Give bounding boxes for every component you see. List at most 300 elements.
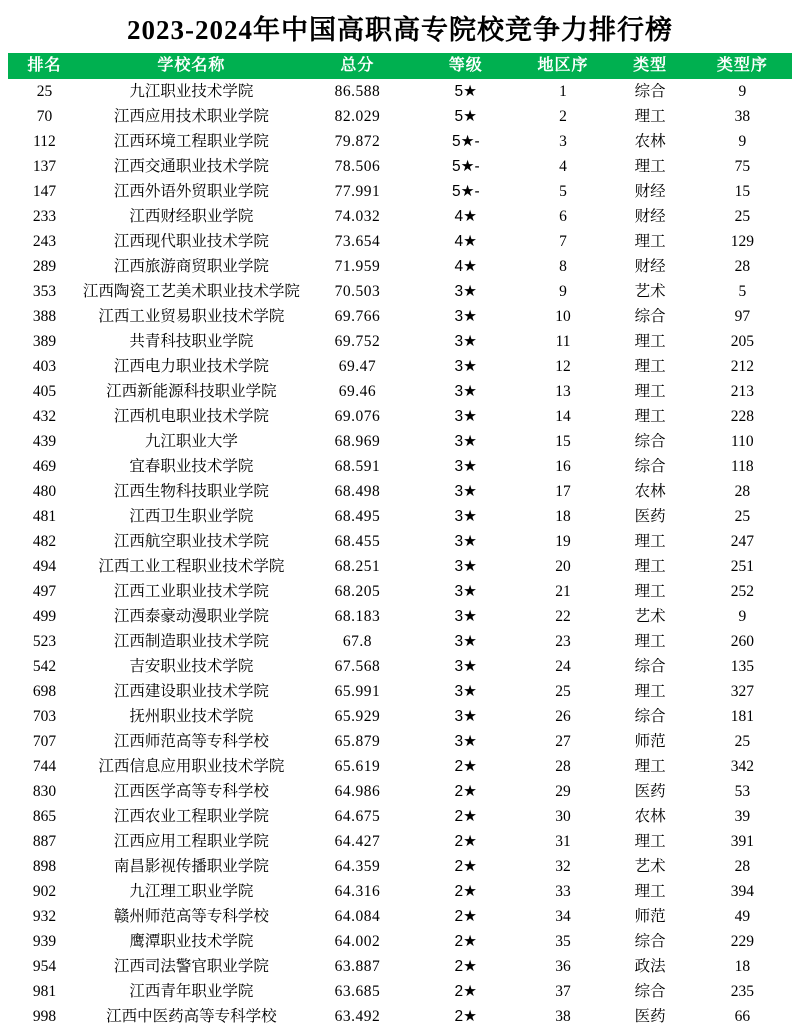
cell-school-name: 江西工业职业技术学院 (113, 583, 269, 600)
cell-rank: 289 (32, 258, 57, 275)
cell-type: 理工 (634, 408, 666, 425)
cell-region-order: 19 (555, 533, 571, 550)
cell-region-order: 5 (559, 183, 567, 200)
cell-type-order: 260 (730, 633, 754, 650)
cell-type: 理工 (634, 558, 666, 575)
cell-grade: 3★ (454, 583, 478, 600)
cell-grade: 2★ (454, 958, 478, 975)
cell-score: 64.986 (334, 783, 381, 800)
table-row (8, 904, 792, 929)
cell-type: 医药 (634, 508, 666, 525)
cell-rank: 932 (32, 908, 57, 925)
cell-type: 财经 (634, 258, 666, 275)
column-header-rank: 排名 (8, 53, 81, 79)
cell-region-order: 10 (555, 308, 571, 325)
cell-score: 68.591 (334, 458, 381, 475)
cell-school-name: 江西陶瓷工艺美术职业技术学院 (82, 283, 300, 300)
cell-school-name: 江西新能源科技职业学院 (106, 383, 277, 400)
cell-rank: 494 (32, 558, 57, 575)
cell-score: 78.506 (334, 158, 381, 175)
cell-school-name: 江西师范高等专科学校 (113, 733, 269, 750)
cell-type: 师范 (634, 908, 666, 925)
cell-region-order: 37 (555, 983, 571, 1000)
table-row (8, 454, 792, 479)
cell-type-order: 28 (734, 483, 751, 500)
cell-grade: 3★ (454, 608, 478, 625)
column-header-region: 地区序 (518, 53, 607, 79)
table-row (8, 254, 792, 279)
cell-school-name: 九江理工职业学院 (129, 883, 254, 900)
table-row (8, 179, 792, 204)
cell-rank: 147 (32, 183, 57, 200)
cell-score: 65.991 (334, 683, 381, 700)
cell-region-order: 3 (559, 133, 567, 150)
cell-rank: 469 (32, 458, 57, 475)
cell-grade: 3★ (454, 733, 478, 750)
cell-grade: 3★ (454, 483, 478, 500)
cell-type-order: 75 (734, 158, 751, 175)
cell-rank: 480 (32, 483, 57, 500)
cell-type-order: 66 (734, 1008, 751, 1025)
cell-region-order: 27 (555, 733, 571, 750)
cell-score: 69.766 (334, 308, 381, 325)
cell-grade: 3★ (454, 508, 478, 525)
table-header-row (8, 53, 792, 79)
cell-rank: 388 (32, 308, 57, 325)
cell-type: 综合 (634, 983, 666, 1000)
cell-type: 理工 (634, 158, 666, 175)
cell-rank: 499 (32, 608, 57, 625)
cell-type: 农林 (634, 808, 666, 825)
cell-type: 理工 (634, 758, 666, 775)
cell-school-name: 江西应用技术职业学院 (113, 108, 269, 125)
cell-type-order: 53 (734, 783, 751, 800)
cell-region-order: 11 (555, 333, 571, 350)
cell-type: 综合 (634, 308, 666, 325)
cell-rank: 954 (32, 958, 57, 975)
cell-type: 理工 (634, 833, 666, 850)
cell-score: 67.8 (342, 633, 372, 650)
cell-score: 68.498 (334, 483, 381, 500)
cell-score: 71.959 (334, 258, 381, 275)
cell-region-order: 2 (559, 108, 567, 125)
cell-score: 65.879 (334, 733, 381, 750)
table-row (8, 879, 792, 904)
cell-school-name: 江西交通职业技术学院 (113, 158, 269, 175)
table-row (8, 604, 792, 629)
cell-type-order: 97 (734, 308, 751, 325)
cell-grade: 5★- (451, 183, 480, 200)
cell-grade: 3★ (454, 458, 478, 475)
cell-type: 理工 (634, 108, 666, 125)
cell-score: 68.251 (334, 558, 381, 575)
cell-school-name: 江西现代职业技术学院 (113, 233, 269, 250)
cell-type-order: 25 (734, 508, 751, 525)
cell-grade: 4★ (454, 208, 478, 225)
cell-type-order: 5 (738, 283, 747, 300)
column-header-type: 类型 (608, 53, 693, 79)
cell-type-order: 213 (730, 383, 754, 400)
table-row (8, 579, 792, 604)
cell-school-name: 鹰潭职业技术学院 (129, 933, 254, 950)
cell-school-name: 江西农业工程职业学院 (113, 808, 269, 825)
table-body (8, 79, 792, 1029)
cell-region-order: 34 (555, 908, 571, 925)
cell-type: 农林 (634, 133, 666, 150)
cell-type-order: 235 (730, 983, 754, 1000)
cell-school-name: 江西应用工程职业学院 (113, 833, 269, 850)
cell-region-order: 14 (555, 408, 571, 425)
cell-region-order: 13 (555, 383, 571, 400)
cell-score: 64.427 (334, 833, 381, 850)
cell-score: 67.568 (334, 658, 381, 675)
table-row (8, 229, 792, 254)
cell-grade: 3★ (454, 533, 478, 550)
column-header-grade: 等级 (413, 53, 518, 79)
cell-type-order: 110 (730, 433, 754, 450)
cell-region-order: 7 (559, 233, 567, 250)
cell-region-order: 15 (555, 433, 571, 450)
cell-score: 63.887 (334, 958, 381, 975)
cell-type-order: 28 (734, 858, 751, 875)
cell-grade: 3★ (454, 633, 478, 650)
table-row (8, 954, 792, 979)
cell-rank: 981 (32, 983, 57, 1000)
cell-rank: 830 (32, 783, 57, 800)
cell-grade: 2★ (454, 933, 478, 950)
cell-rank: 902 (32, 883, 57, 900)
cell-score: 86.588 (334, 83, 381, 100)
cell-region-order: 12 (555, 358, 571, 375)
cell-grade: 4★ (454, 258, 478, 275)
cell-rank: 707 (32, 733, 57, 750)
cell-rank: 389 (32, 333, 57, 350)
cell-region-order: 26 (555, 708, 571, 725)
cell-school-name: 赣州师范高等专科学校 (113, 908, 269, 925)
cell-region-order: 38 (555, 1008, 571, 1025)
cell-region-order: 23 (555, 633, 571, 650)
cell-type-order: 49 (734, 908, 751, 925)
table-row (8, 79, 792, 104)
cell-grade: 2★ (454, 1008, 478, 1025)
cell-region-order: 4 (559, 158, 567, 175)
cell-type: 医药 (634, 783, 666, 800)
table-row (8, 629, 792, 654)
table-row (8, 404, 792, 429)
cell-school-name: 江西旅游商贸职业学院 (113, 258, 269, 275)
cell-region-order: 30 (555, 808, 571, 825)
cell-type: 综合 (634, 458, 666, 475)
cell-school-name: 共青科技职业学院 (129, 333, 254, 350)
cell-type: 理工 (634, 633, 666, 650)
cell-grade: 2★ (454, 858, 478, 875)
cell-region-order: 6 (559, 208, 567, 225)
cell-school-name: 江西中医药高等专科学校 (106, 1008, 277, 1025)
cell-grade: 3★ (454, 358, 478, 375)
cell-type: 综合 (634, 933, 666, 950)
cell-grade: 2★ (454, 983, 478, 1000)
cell-region-order: 32 (555, 858, 571, 875)
cell-type: 医药 (634, 1008, 666, 1025)
table-row (8, 654, 792, 679)
cell-score: 64.084 (334, 908, 381, 925)
table-row (8, 504, 792, 529)
cell-score: 68.205 (334, 583, 381, 600)
cell-region-order: 20 (555, 558, 571, 575)
table-row (8, 754, 792, 779)
cell-rank: 439 (32, 433, 57, 450)
cell-region-order: 28 (555, 758, 571, 775)
cell-score: 65.619 (334, 758, 381, 775)
table-row (8, 529, 792, 554)
cell-score: 79.872 (334, 133, 381, 150)
cell-rank: 481 (32, 508, 57, 525)
cell-type-order: 38 (734, 108, 751, 125)
cell-grade: 3★ (454, 683, 478, 700)
cell-score: 68.969 (334, 433, 381, 450)
cell-school-name: 吉安职业技术学院 (129, 658, 254, 675)
cell-type-order: 251 (730, 558, 754, 575)
cell-region-order: 16 (555, 458, 571, 475)
cell-type: 艺术 (634, 608, 666, 625)
cell-type-order: 327 (730, 683, 754, 700)
cell-region-order: 33 (555, 883, 571, 900)
cell-rank: 887 (32, 833, 57, 850)
table-row (8, 354, 792, 379)
cell-school-name: 九江职业技术学院 (129, 83, 254, 100)
cell-type-order: 391 (730, 833, 754, 850)
cell-score: 64.675 (334, 808, 381, 825)
cell-region-order: 36 (555, 958, 571, 975)
cell-school-name: 江西机电职业技术学院 (113, 408, 269, 425)
cell-score: 65.929 (334, 708, 381, 725)
cell-type: 理工 (634, 883, 666, 900)
cell-type-order: 229 (730, 933, 754, 950)
cell-grade: 2★ (454, 883, 478, 900)
cell-rank: 744 (32, 758, 57, 775)
cell-grade: 3★ (454, 658, 478, 675)
cell-grade: 2★ (454, 758, 478, 775)
cell-score: 74.032 (334, 208, 381, 225)
cell-grade: 5★ (454, 83, 478, 100)
cell-score: 68.183 (334, 608, 381, 625)
cell-school-name: 江西工业贸易职业技术学院 (98, 308, 285, 325)
table-row (8, 979, 792, 1004)
cell-school-name: 江西建设职业技术学院 (113, 683, 269, 700)
cell-score: 70.503 (334, 283, 381, 300)
cell-type: 综合 (634, 433, 666, 450)
table-row (8, 279, 792, 304)
cell-type-order: 25 (734, 208, 751, 225)
cell-score: 68.455 (334, 533, 381, 550)
cell-type: 理工 (634, 233, 666, 250)
table-row (8, 829, 792, 854)
cell-type: 财经 (634, 208, 666, 225)
cell-type: 理工 (634, 683, 666, 700)
cell-region-order: 21 (555, 583, 571, 600)
table-row (8, 854, 792, 879)
cell-rank: 25 (36, 83, 53, 100)
column-header-school: 学校名称 (81, 53, 302, 79)
cell-type-order: 181 (730, 708, 754, 725)
table-row (8, 729, 792, 754)
table-row (8, 304, 792, 329)
cell-rank: 403 (32, 358, 57, 375)
cell-school-name: 江西司法警官职业学院 (113, 958, 269, 975)
cell-school-name: 抚州职业技术学院 (129, 708, 254, 725)
cell-grade: 3★ (454, 408, 478, 425)
cell-grade: 2★ (454, 908, 478, 925)
cell-score: 69.46 (338, 383, 377, 400)
column-header-score: 总分 (302, 53, 413, 79)
cell-type: 艺术 (634, 858, 666, 875)
table-row (8, 329, 792, 354)
cell-grade: 4★ (454, 233, 478, 250)
cell-grade: 2★ (454, 833, 478, 850)
cell-score: 64.359 (334, 858, 381, 875)
table-row (8, 554, 792, 579)
cell-type-order: 228 (730, 408, 754, 425)
cell-school-name: 南昌影视传播职业学院 (113, 858, 269, 875)
table-row (8, 129, 792, 154)
cell-rank: 523 (32, 633, 57, 650)
table-row (8, 1004, 792, 1029)
cell-rank: 405 (32, 383, 57, 400)
cell-type: 师范 (634, 733, 666, 750)
cell-type-order: 25 (734, 733, 751, 750)
cell-school-name: 江西青年职业学院 (129, 983, 254, 1000)
cell-school-name: 江西航空职业技术学院 (113, 533, 269, 550)
cell-score: 68.495 (334, 508, 381, 525)
table-row (8, 804, 792, 829)
cell-school-name: 江西财经职业学院 (129, 208, 254, 225)
cell-type: 理工 (634, 358, 666, 375)
cell-region-order: 8 (559, 258, 567, 275)
cell-rank: 542 (32, 658, 57, 675)
cell-type-order: 39 (734, 808, 751, 825)
cell-region-order: 1 (559, 83, 567, 100)
cell-type-order: 9 (738, 133, 747, 150)
cell-rank: 698 (32, 683, 57, 700)
cell-school-name: 江西电力职业技术学院 (113, 358, 269, 375)
table-row (8, 204, 792, 229)
cell-type: 理工 (634, 533, 666, 550)
cell-type-order: 9 (738, 608, 747, 625)
column-header-typeorder: 类型序 (693, 53, 792, 79)
cell-school-name: 九江职业大学 (144, 433, 238, 450)
cell-grade: 3★ (454, 558, 478, 575)
cell-type: 财经 (634, 183, 666, 200)
cell-type-order: 18 (734, 958, 751, 975)
cell-score: 64.002 (334, 933, 381, 950)
cell-grade: 2★ (454, 783, 478, 800)
table-row (8, 429, 792, 454)
cell-type-order: 28 (734, 258, 751, 275)
cell-type: 政法 (634, 958, 666, 975)
cell-grade: 3★ (454, 383, 478, 400)
cell-type: 综合 (634, 708, 666, 725)
cell-score: 69.47 (338, 358, 377, 375)
cell-rank: 865 (32, 808, 57, 825)
cell-score: 82.029 (334, 108, 381, 125)
cell-rank: 137 (32, 158, 57, 175)
cell-type: 理工 (634, 383, 666, 400)
cell-rank: 998 (32, 1008, 57, 1025)
page-title: 2023-2024年中国高职高专院校竞争力排行榜 (127, 15, 673, 45)
cell-type-order: 252 (730, 583, 754, 600)
cell-type: 综合 (634, 83, 666, 100)
cell-type-order: 247 (730, 533, 754, 550)
cell-type: 艺术 (634, 283, 666, 300)
table-row (8, 704, 792, 729)
table-row (8, 154, 792, 179)
cell-grade: 3★ (454, 433, 478, 450)
cell-type: 综合 (634, 658, 666, 675)
cell-region-order: 35 (555, 933, 571, 950)
cell-score: 73.654 (334, 233, 381, 250)
cell-school-name: 江西信息应用职业技术学院 (98, 758, 285, 775)
cell-type-order: 342 (730, 758, 754, 775)
cell-type-order: 135 (730, 658, 754, 675)
cell-score: 64.316 (334, 883, 381, 900)
cell-region-order: 29 (555, 783, 571, 800)
cell-school-name: 宜春职业技术学院 (129, 458, 254, 475)
cell-score: 77.991 (334, 183, 381, 200)
cell-school-name: 江西泰豪动漫职业学院 (113, 608, 269, 625)
cell-grade: 3★ (454, 308, 478, 325)
cell-grade: 3★ (454, 333, 478, 350)
table-row (8, 104, 792, 129)
cell-type-order: 15 (734, 183, 751, 200)
cell-score: 63.492 (334, 1008, 381, 1025)
cell-region-order: 18 (555, 508, 571, 525)
cell-score: 63.685 (334, 983, 381, 1000)
cell-rank: 243 (32, 233, 57, 250)
cell-type-order: 394 (730, 883, 754, 900)
cell-grade: 5★ (454, 108, 478, 125)
table-row (8, 929, 792, 954)
cell-school-name: 江西制造职业技术学院 (113, 633, 269, 650)
cell-type-order: 9 (738, 83, 747, 100)
cell-school-name: 江西工业工程职业技术学院 (98, 558, 285, 575)
cell-rank: 233 (32, 208, 57, 225)
cell-rank: 939 (32, 933, 57, 950)
table-row (8, 779, 792, 804)
cell-rank: 112 (33, 133, 56, 150)
cell-region-order: 25 (555, 683, 571, 700)
table-row (8, 379, 792, 404)
cell-school-name: 江西医学高等专科学校 (113, 783, 269, 800)
cell-region-order: 31 (555, 833, 571, 850)
table-row (8, 679, 792, 704)
cell-region-order: 17 (555, 483, 571, 500)
cell-school-name: 江西生物科技职业学院 (113, 483, 269, 500)
cell-region-order: 22 (555, 608, 571, 625)
cell-rank: 353 (32, 283, 57, 300)
cell-region-order: 24 (555, 658, 571, 675)
cell-rank: 70 (36, 108, 53, 125)
cell-school-name: 江西卫生职业学院 (129, 508, 254, 525)
cell-rank: 482 (32, 533, 57, 550)
table-row (8, 479, 792, 504)
cell-type: 理工 (634, 583, 666, 600)
cell-rank: 497 (32, 583, 57, 600)
cell-school-name: 江西环境工程职业学院 (113, 133, 269, 150)
cell-grade: 5★- (451, 133, 480, 150)
cell-rank: 898 (32, 858, 57, 875)
cell-type-order: 118 (730, 458, 754, 475)
cell-grade: 5★- (451, 158, 480, 175)
